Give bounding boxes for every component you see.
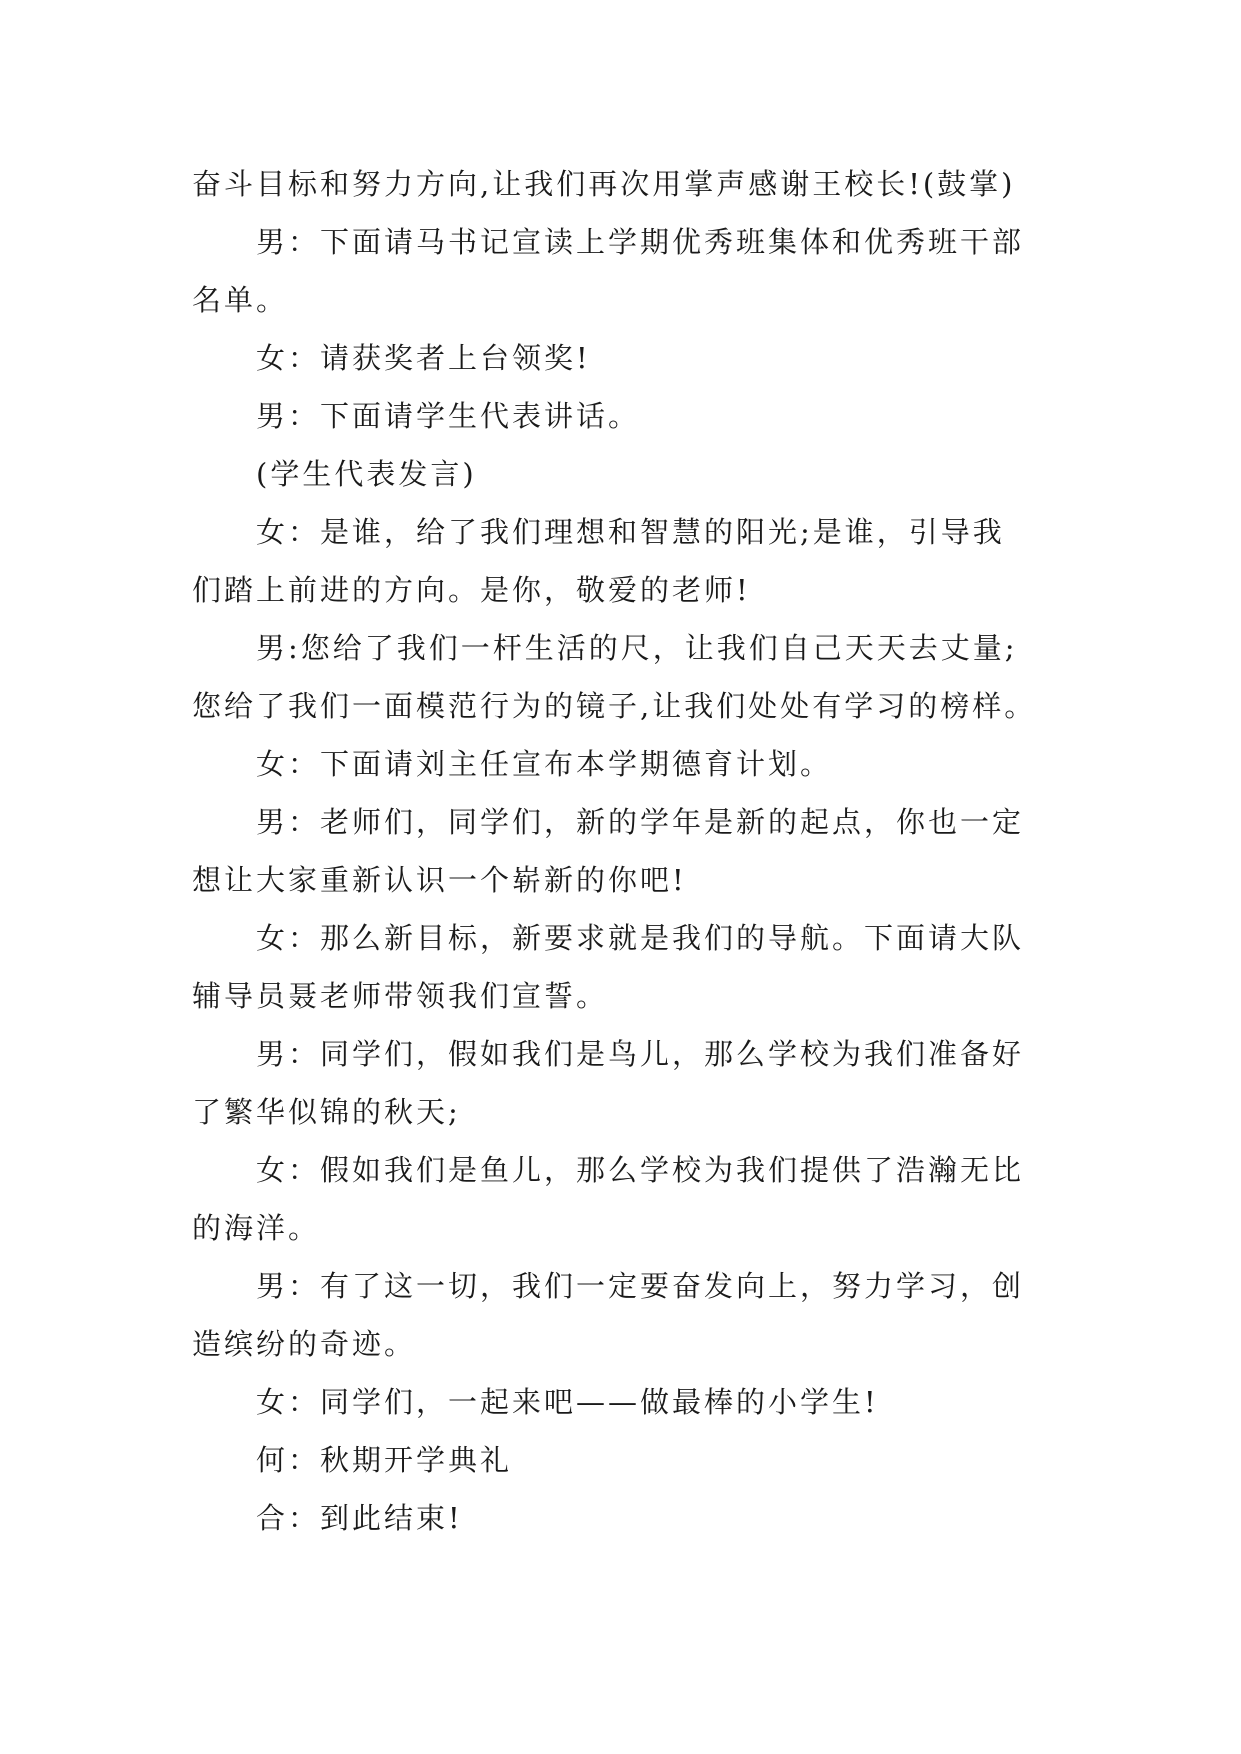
text-line: 造缤纷的奇迹。 [192,1327,417,1361]
text-line: 合：到此结束! [256,1501,463,1535]
text-line: 女：下面请刘主任宣布本学期德育计划。 [256,747,833,781]
text-line: 女：请获奖者上台领奖! [256,341,591,375]
text-line: 女：同学们，一起来吧——做最棒的小学生! [256,1385,879,1419]
text-line: 女：那么新目标，新要求就是我们的导航。下面请大队 [256,921,1025,955]
text-line: 男：有了这一切，我们一定要奋发向上，努力学习，创 [256,1269,1025,1303]
text-line: 男：同学们，假如我们是鸟儿，那么学校为我们准备好 [256,1037,1025,1071]
text-line: 女：假如我们是鱼儿，那么学校为我们提供了浩瀚无比 [256,1153,1025,1187]
text-line: 辅导员聂老师带领我们宣誓。 [192,979,609,1013]
text-line: 女：是谁，给了我们理想和智慧的阳光;是谁，引导我 [256,515,1005,549]
text-line: 的海洋。 [192,1211,321,1245]
text-line: 奋斗目标和努力方向,让我们再次用掌声感谢王校长!(鼓掌) [192,167,1016,201]
text-line: 男：下面请学生代表讲话。 [256,399,641,433]
text-line: 男：下面请马书记宣读上学期优秀班集体和优秀班干部 [256,225,1025,259]
text-line: 们踏上前进的方向。是你，敬爱的老师! [192,573,751,607]
text-line: 想让大家重新认识一个崭新的你吧! [192,863,687,897]
text-line: 男:您给了我们一杆生活的尺，让我们自己天天去丈量; [256,631,1018,665]
text-line: 男：老师们，同学们，新的学年是新的起点，你也一定 [256,805,1025,839]
text-line: 名单。 [192,283,289,317]
text-line: 了繁华似锦的秋天; [192,1095,461,1129]
document-body [192,155,1050,1547]
text-line: 您给了我们一面模范行为的镜子,让我们处处有学习的榜样。 [192,689,1037,723]
text-line: (学生代表发言) [256,457,477,491]
text-line: 何：秋期开学典礼 [256,1443,513,1477]
